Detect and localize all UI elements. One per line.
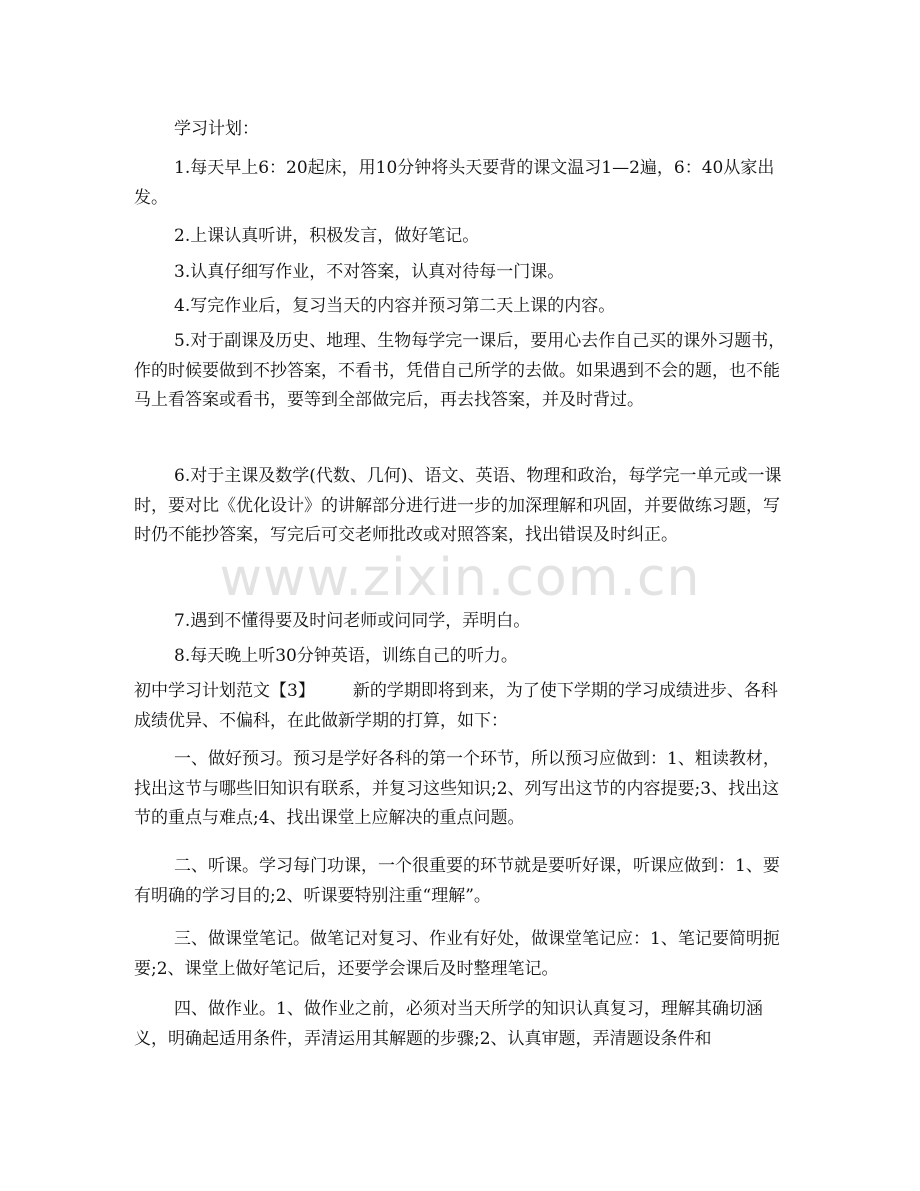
section-intro: 新的学期即将到来，为了使下学期的学习成绩进步、各科成绩优异、不偏科，在此做新学期的打算，如下：: [134, 681, 778, 731]
method-item-3: 三、做课堂笔记。做笔记对复习、作业有好处，做课堂笔记应：1、笔记要简明扼要;2、课堂上做好笔记后，还要学会课后及时整理笔记。: [134, 929, 780, 979]
plan-item-2: 2.上课认真听讲，积极发言，做好笔记。: [174, 226, 480, 246]
plan-item-3: 3.认真仔细写作业，不对答案，认真对待每一门课。: [174, 262, 565, 282]
method-item-4: 四、做作业。1、做作业之前，必须对当天所学的知识认真复习，理解其确切涵义，明确起适用条件，弄清运用其解题的步骤;2、认真审题，弄清题设条件和: [134, 999, 763, 1049]
method-item-1: 一、做好预习。预习是学好各科的第一个环节，所以预习应做到：1、粗读教材，找出这节与哪些旧知识有联系，并复习这些知识;2、列写出这节的内容提要;3、找出这节的重点与难点;4、找出课堂上应解决的重点问题。: [134, 749, 780, 828]
plan-item-5: 5.对于副课及历史、地理、生物每学完一课后，要用心去作自己买的课外习题书，作的时候要做到不抄答案，不看书，凭借自己所学的去做。如果遇到不会的题，也不能马上看答案或看书，要等到全部做完后，再去找答案，并及时背过。: [134, 331, 786, 410]
method-item-2: 二、听课。学习每门功课，一个很重要的环节就是要听好课，听课应做到：1、要有明确的学习目的;2、听课要特别注重“理解”。: [134, 856, 780, 906]
section-block: [134, 677, 790, 736]
plan-item-6: 6.对于主课及数学(代数、几何)、语文、英语、物理和政治，每学完一单元或一课时，要对比《优化设计》的讲解部分进行进一步的加深理解和巩固，并要做练习题，写时仍不能抄答案，写完后可交老师批改或对照答案，找出错误及时纠正。: [134, 466, 782, 545]
plan-item-1: 1.每天早上6：20起床，用10分钟将头天要背的课文温习1—2遍，6：40从家出发。: [134, 158, 775, 208]
section-title: 初中学习计划范文【3】: [134, 681, 315, 701]
watermark: www.zixin.com.cn: [219, 548, 701, 608]
plan-item-8: 8.每天晚上听30分钟英语，训练自己的听力。: [174, 646, 518, 666]
plan-item-4: 4.写完作业后，复习当天的内容并预习第二天上课的内容。: [174, 296, 616, 316]
plan-item-7: 7.遇到不懂得要及时问老师或问同学，弄明白。: [174, 611, 531, 631]
plan-heading: 学习计划：: [174, 119, 259, 139]
